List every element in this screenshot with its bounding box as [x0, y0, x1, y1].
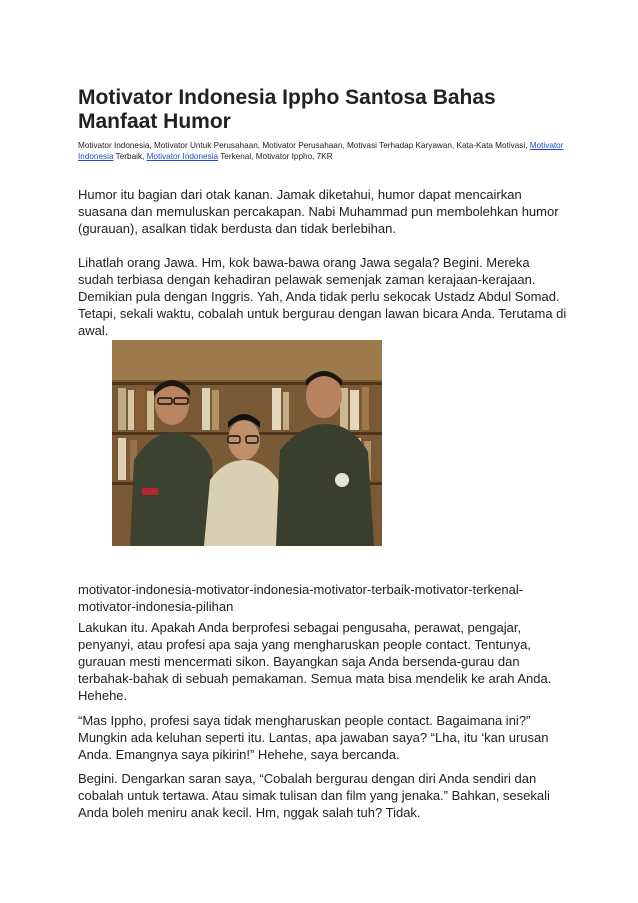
article-tags — [78, 140, 568, 162]
paragraph-1: Humor itu bagian dari otak kanan. Jamak diketahui, humor dapat mencairkan suasana dan memuluskan percakapan. Nabi Muhammad pun membolehkan humor (gurauan), asalkan tidak berdusta dan tidak berlebihan. — [78, 187, 559, 236]
paragraph-4: “Mas Ippho, profesi saya tidak mengharuskan people contact. Bagaimana ini?” Mungkin ada keluhan seperti itu. Lantas, apa jawaban saya? “Lha, itu ‘kan urusan Anda. Emangnya saya pikirin!” Hehehe, saya bercanda. — [78, 713, 549, 762]
tag-link-motivator-indonesia-1[interactable]: Motivator Indonesia — [78, 141, 564, 161]
tags-suffix: Terkenal, Motivator Ippho, 7KR — [220, 152, 333, 161]
paragraph-2: Lihatlah orang Jawa. Hm, kok bawa-bawa orang Jawa segala? Begini. Mereka sudah terbiasa dengan kehadiran pelawak semenjak zaman kerajaan-kerajaan. Demikian pula dengan Inggris. Yah, Anda tidak perlu sekocak Ustadz Abdul Somad. Tetapi, sekali waktu, cobalah untuk bergurau dengan lawan bicara Anda. Terutama di awal. — [78, 255, 567, 338]
tags-prefix: Motivator Indonesia, Motivator Untuk Perusahaan, Motivator Perusahaan, Motivasi Terhadap Karyawan, Kata-Kata Motivasi, — [78, 141, 528, 150]
tags-mid: Terbaik, — [115, 152, 145, 161]
article-photo — [112, 340, 382, 546]
photo-three-men — [112, 340, 382, 546]
tag-link-motivator-indonesia-2[interactable]: Motivator Indonesia — [146, 152, 219, 161]
image-caption: motivator-indonesia-motivator-indonesia-motivator-terbaik-motivator-terkenal-motivator-indonesia-pilihan — [78, 582, 524, 614]
bookshelf-top — [112, 340, 382, 380]
paragraph-5: Begini. Dengarkan saran saya, “Cobalah bergurau dengan diri Anda sendiri dan cobalah untuk tertawa. Atau simak tulisan dan film yang jenaka.” Bahkan, sesekali Anda boleh meniru anak kecil. Hm, nggak salah tuh? Tidak. — [78, 771, 550, 820]
article-title: Motivator Indonesia Ippho Santosa Bahas Manfaat Humor — [78, 86, 496, 133]
paragraph-3: Lakukan itu. Apakah Anda berprofesi sebagai pengusaha, perawat, pengajar, penyanyi, atau profesi apa saja yang mengharuskan people contact. Tentunya, gurauan mesti mencermati sikon. Bayangkan saja Anda bersenda-gurau dan terbahak-bahak di sebuah pemakaman. Semua mata bisa mendelik ke arah Anda. Hehehe. — [78, 620, 552, 703]
